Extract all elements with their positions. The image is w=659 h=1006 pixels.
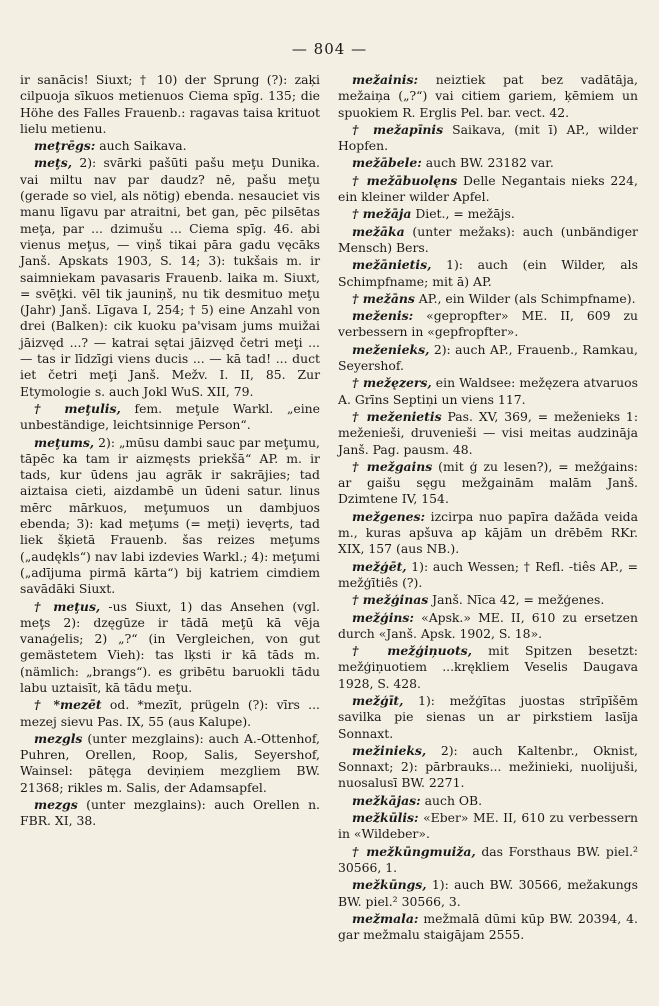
headword: † mežęzers, (352, 375, 432, 391)
entry-text: 2): svārki pašūti pašu meţu Dunika. vai miltu nav par daudz? nē, pašu meţu (gerade so viel, als nötig) ebenda. nesauciet vis manu līgavu par atraitni, bet gan, pēc pilsētas meţa, par ... dzimušu ... Ciema spīg. 46. abi vienus meţus, — viņš tikai pāra gadu vęcāks Janš. Apskats 1903, S. 14; 3): tukšais m. ir saimniekam pavasaris Frauenb. laika m. Siuxt, = svēţki. vēl tik jauniņš, nu tik desmituo meţu (Jahr) Janš. Līgava I, 254; † 5) eine Anzahl von drei (Balken): cik kuoku pa'visam jums muižai jāizvęd ...? — katrai sętai jāizvęd četri meţi ... — tas ir līdzīgi viens ducis ... — kā tad! ... duct iet četri meţi Janš. Mežv. I. II, 85. Zur Etymologie s. auch Jokl WuS. XII, 79. (20, 155, 320, 399)
entry-text: 2): auch Kaltenbr., Oknist, Sonnaxt; 2): pārbrauks... mežinieki, nuolijuši, nuosalusī BW. 2271. (338, 742, 638, 791)
entry-text: auch OB. (424, 792, 483, 808)
headword: meženis: (352, 308, 414, 324)
entry-text: neiztiek pat bez vadātāja, mežaiņa („?“) vai citiem gariem, ķēmiem un spuokiem R. Erglis Pel. bar. vect. 42. (338, 72, 638, 120)
headword: † mežkūngmuiža, (352, 843, 476, 859)
dictionary-entry (338, 206, 638, 222)
headword: † mežāns (352, 290, 415, 306)
entry-text: das Forsthaus BW. piel.² 30566, 1. (338, 843, 638, 875)
dictionary-entry (338, 743, 638, 792)
dictionary-entry (20, 797, 320, 830)
headword: mežģēt, (352, 558, 407, 574)
entry-text: 2): auch AP., Frauenb., Ramkau, Seyershof. (338, 341, 638, 374)
entry-text: mežmalā dūmi kūp BW. 20394, 4. gar mežmalu staigājam 2555. (338, 910, 638, 943)
dictionary-entry (338, 643, 638, 692)
dictionary-entry (338, 877, 638, 910)
dictionary-entry (338, 810, 638, 843)
dictionary-entry (338, 122, 638, 155)
entry-text: 1): auch BW. 30566, mežakungs BW. piel.² 30566, 3. (338, 877, 638, 909)
entry-text: (unter mezglains): auch Orellen n. FBR. XI, 38. (20, 797, 320, 829)
entry-text: «Apsk.» ME. II, 610 zu ersetzen durch «Janš. Apsk. 1902, S. 18». (338, 609, 638, 641)
headword: mezgls (34, 730, 83, 746)
dictionary-entry (338, 459, 638, 508)
headword: † mežāja (352, 206, 412, 222)
entry-text: AP., ein Wilder (als Schimpfname). (418, 290, 636, 306)
headword: † mežābuolęns (352, 172, 458, 188)
page-number: — 804 — (291, 40, 368, 58)
entry-text: 1): auch Wessen; † Refl. -tiês AP., = mežģītiês (?). (338, 558, 638, 590)
headword: mežāka (352, 223, 405, 239)
headword: † meţus, (34, 598, 101, 614)
headword: meženieks, (352, 341, 430, 357)
dictionary-entry (338, 693, 638, 742)
dictionary-entry (20, 138, 320, 154)
headword: † mežapīnis (352, 121, 444, 137)
headword: mežmala: (352, 910, 419, 926)
headword: mežģīt, (352, 692, 404, 708)
entry-text: Delle Negantais nieks 224, ein kleiner wilder Apfel. (338, 172, 638, 205)
entry-text: mit Spitzen besetzt: mežģiņuotiem ...krękliem Veselis Daugava 1928, S. 428. (338, 643, 638, 691)
dictionary-entry (20, 72, 320, 137)
headword: mežābele: (352, 155, 422, 171)
entry-text: (unter mežaks): auch (unbändiger Mensch) Bers. (338, 223, 638, 255)
dictionary-entry (338, 844, 638, 877)
headword: † mežģinas (352, 592, 429, 608)
entry-text: 1): auch (ein Wilder, als Schimpfname; mit ā) AP. (338, 257, 638, 289)
dictionary-entry (338, 291, 638, 307)
entry-text: Diet., = mežājs. (415, 206, 515, 222)
dictionary-entry (338, 592, 638, 608)
dictionary-entry (20, 435, 320, 598)
entry-text: od. *mezīt, prügeln (?): vīrs ... mezej sievu Pas. IX, 55 (aus Kalupe). (20, 697, 320, 729)
headword: mežkājas: (352, 792, 421, 808)
entry-text: auch BW. 23182 var. (425, 155, 554, 171)
entry-text: (mit ģ zu lesen?), = mežģains: ar gaišu sęgu mežgainām malām Janš. Dzimtene IV, 154. (338, 458, 638, 507)
entry-text: Saikava, (mit ī) AP., wilder Hopfen. (338, 121, 638, 154)
dictionary-entry (20, 599, 320, 697)
dictionary-entry (338, 509, 638, 558)
headword: meţrēgs: (34, 138, 96, 154)
dictionary-entry (338, 224, 638, 257)
entry-text: ein Waldsee: mežęzera atvaruos A. Grīns Septiņi un viens 117. (338, 375, 638, 407)
dictionary-entry (338, 409, 638, 458)
entry-text: Pas. XV, 369, = meženieks 1: meženieši, druvenieši — visi meitas audzināja Janš. Pag. pausm. 48. (338, 408, 638, 457)
dictionary-entry (338, 342, 638, 375)
dictionary-entry (20, 401, 320, 434)
headword: mežinieks, (352, 742, 427, 758)
dictionary-entry (338, 155, 638, 171)
entry-text: «Eber» ME. II, 610 zu verbessern in «Wildeber». (338, 810, 638, 842)
dictionary-entry (338, 72, 638, 121)
dictionary-entry (338, 308, 638, 341)
dictionary-entry (338, 610, 638, 643)
dictionary-entry (20, 155, 320, 399)
dictionary-entry (338, 911, 638, 944)
entry-text: Janš. Nīca 42, = mežģenes. (432, 592, 605, 608)
left-column (20, 72, 320, 831)
headword: mežkūlis: (352, 810, 419, 826)
headword: meţs, (34, 155, 73, 171)
dictionary-entry (20, 697, 320, 730)
entry-text: auch Saikava. (99, 138, 187, 154)
entry-text: ir sanācis! Siuxt; † 10) der Sprung (?): zaķi cilpuoja sīkuos metienuos Ciema spīg. 135; die Höhe des Falles Frauenb.: ragavas taisa krituot lielu metienu. (20, 72, 320, 136)
headword: mežainis: (352, 72, 419, 87)
dictionary-entry (338, 793, 638, 809)
headword: mežgenes: (352, 508, 426, 524)
headword: † meženietis (352, 408, 442, 424)
headword: meţums, (34, 434, 95, 450)
headword: mezgs (34, 797, 78, 813)
headword: mežkūngs, (352, 877, 427, 893)
dictionary-entry (338, 173, 638, 206)
entry-text: 2): „mūsu dambi sauc par meţumu, tāpēc ka tam ir aizmęsts priekšā“ AP. m. ir tads, kur ūdens jau agrāk ir sakrājies; tad aiztaisa cieti, aizdambē un ūdeni satur. linus mērc mārkuos, meţumuos un dambjuos ebenda; 3): kad meţums (= meţi) ievęrts, tad liek šķietā Frauenb. šas reizes meţums („audękls“) nav labi izdevies Warkl.; 4): meţumi („adījuma pirmā kārta“) bij katriem cimdiem savādāki Siuxt. (20, 434, 320, 597)
dictionary-entry (338, 559, 638, 592)
dictionary-entry (20, 731, 320, 796)
dictionary-entry (338, 375, 638, 408)
dictionary-entry (338, 257, 638, 290)
entry-text: fem. meţule Warkl. „eine unbeständige, leichtsinnige Person“. (20, 400, 320, 433)
headword: † mežģiņuots, (352, 643, 472, 659)
headword: † *mezēt (34, 697, 102, 713)
right-column (338, 72, 638, 944)
entry-text: 1): mežģītas juostas strīpīšēm savilka pie sienas un ar pirkstiem lasīja Sonnaxt. (338, 692, 638, 741)
entry-text: izcirpa nuo papīra dažāda veida m., kuras apšuva ap kājām un drēbēm RKr. XIX, 157 (aus NB.). (338, 508, 638, 557)
headword: † mežgains (352, 458, 433, 474)
entry-text: «gepropfter» ME. II, 609 zu verbessern in «gepfropfter». (338, 308, 638, 340)
headword: † meţulis, (34, 400, 121, 416)
headword: mežģins: (352, 609, 414, 625)
headword: mežānietis, (352, 257, 432, 273)
entry-text: -us Siuxt, 1) das Ansehen (vgl. meţs 2): dzęgūze ir tādā meţū kā vēja vanaģelis; 2) „?“ (in Vergleichen, von gut gemästetem Vieh): tas lķsti ir kā tāds m. (nämlich: „brangs“). es gribētu baruokli tādu labu uztaisīt, kā tādu meţu. (20, 598, 321, 695)
entry-text: (unter mezglains): auch A.-Ottenhof, Puhren, Orellen, Roop, Salis, Seyershof, Wainsel: pātęga deviņiem mezgliem BW. 21368; rikles m. Salis, der Adamsapfel. (20, 730, 320, 795)
